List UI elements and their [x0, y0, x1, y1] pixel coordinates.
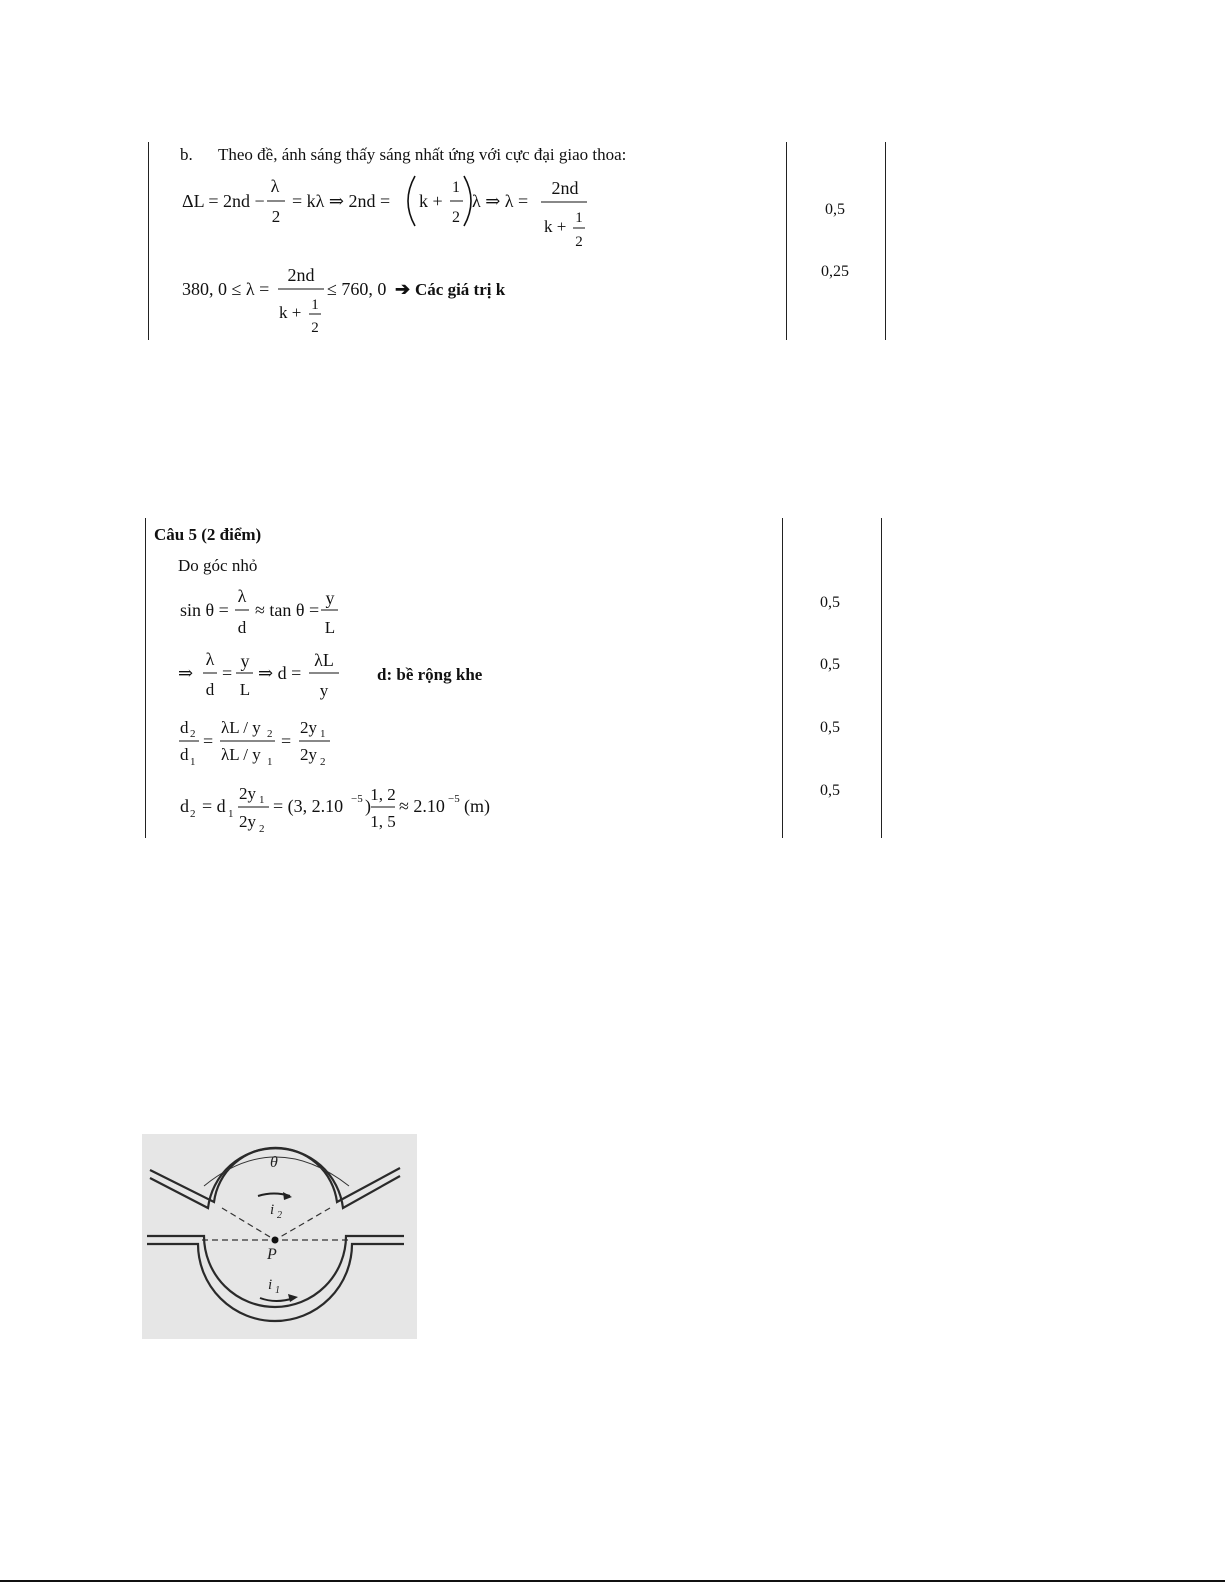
b2eq2-y2: y	[319, 681, 329, 700]
b2eq3-num-mid-sub: 2	[267, 728, 273, 740]
b2eq2-note: d: bề rộng khe	[377, 665, 483, 684]
block1-score-1: 0,5	[825, 201, 845, 218]
b2eq3-den-right-sub: 2	[320, 756, 326, 768]
b2eq1-L: L	[324, 618, 336, 637]
block1-middle-border	[786, 142, 787, 340]
b2eq1-approx-tan: ≈ tan θ =	[255, 600, 320, 620]
b2eq3-d2: d	[180, 718, 189, 737]
b2eq2-eq: =	[222, 663, 233, 683]
b2eq3-num-mid: λL / y	[221, 718, 261, 737]
eq1-lambda: λ	[270, 176, 280, 196]
block2-middle-border	[782, 518, 783, 838]
block2-left-border	[145, 518, 146, 838]
eq2-bold-label: Các giá trị k	[415, 280, 506, 299]
b2eq3-eq2: =	[281, 731, 292, 751]
page-bottom-rule	[0, 1580, 1225, 1582]
b2eq2-d: d	[205, 680, 215, 699]
i1-label: i	[268, 1277, 273, 1293]
eq2-den-one: 1	[311, 297, 319, 313]
eq2-arrow: ➔	[395, 279, 411, 299]
block2-equation-4	[175, 776, 515, 840]
b2eq3-eq1: =	[203, 731, 214, 751]
b2eq1-d: d	[237, 618, 247, 637]
block2-score-4: 0,5	[820, 782, 840, 799]
b2eq3-num-right-sub: 1	[320, 728, 326, 740]
b2eq2-lambdaL: λL	[314, 650, 334, 670]
i2-sub: 2	[277, 1210, 282, 1221]
i1-arrow	[260, 1298, 294, 1301]
b2eq3-d1: d	[180, 745, 189, 764]
b2eq4-result: ≈ 2.10	[399, 796, 445, 816]
b2eq4-f2-num: 1, 2	[370, 785, 396, 804]
b2eq4-frac-num: 2y	[239, 784, 256, 803]
eq1-k-lambda: = kλ ⇒ 2nd =	[292, 191, 391, 211]
block2-title: Câu 5 (2 điểm)	[154, 525, 262, 544]
b2eq3-den-mid: λL / y	[221, 745, 261, 764]
b2eq2-lambda: λ	[205, 649, 215, 669]
b2eq2-implies: ⇒	[178, 663, 194, 683]
block1-score-2: 0,25	[821, 263, 849, 280]
block2-equation-3	[175, 708, 355, 772]
b2eq2-implies-d: ⇒ d =	[258, 663, 302, 683]
b2eq4-middle: = (3, 2.10	[273, 796, 344, 816]
b2eq1-lambda: λ	[237, 586, 247, 606]
b2eq4-exp2: −5	[448, 793, 460, 805]
b2eq3-sub2: 2	[190, 728, 196, 740]
b2eq4-frac-den: 2y	[239, 812, 256, 831]
block2-equation-2	[175, 646, 515, 702]
b2eq1-sin: sin θ =	[180, 600, 229, 620]
b2eq4-sub2: 2	[190, 808, 196, 820]
b2eq4-frac-den-sub: 2	[259, 823, 265, 835]
eq1-two: 2	[271, 207, 281, 226]
block2-score-1: 0,5	[820, 594, 840, 611]
b2eq4-eq-d1: = d	[202, 796, 226, 816]
eq2-right: ≤ 760, 0	[327, 279, 387, 299]
b2eq4-frac-num-sub: 1	[259, 794, 265, 806]
b2eq3-num-right: 2y	[300, 718, 317, 737]
block2-equation-1	[175, 583, 355, 639]
b2eq4-f2-den: 1, 5	[370, 812, 396, 831]
eq1-den-two: 2	[575, 234, 583, 250]
block1-item-label: b.	[180, 145, 193, 164]
b2eq2-y: y	[240, 651, 250, 671]
eq2-num-2nd: 2nd	[287, 265, 315, 285]
eq1-after-paren: λ ⇒ λ =	[472, 191, 529, 211]
i2-label: i	[270, 1202, 275, 1218]
i1-sub: 1	[275, 1285, 280, 1296]
eq1-delta-l: ΔL = 2nd −	[182, 191, 265, 211]
b2eq4-exp: −5	[351, 793, 363, 805]
eq1-den-one: 1	[575, 210, 583, 226]
b2eq1-y: y	[325, 588, 335, 608]
eq2-den-two: 2	[311, 320, 319, 336]
block1-left-border	[148, 142, 149, 340]
b2eq4-lhs: d	[180, 796, 189, 816]
b2eq3-den-mid-sub: 1	[267, 756, 273, 768]
circuit-diagram	[142, 1134, 417, 1339]
b2eq4-unit: (m)	[464, 796, 490, 816]
b2eq2-L: L	[239, 680, 251, 699]
eq2-left: 380, 0 ≤ λ =	[182, 279, 270, 299]
b2eq3-sub1: 1	[190, 756, 196, 768]
eq1-den-k-plus: k +	[544, 217, 567, 236]
eq1-num-2nd: 2nd	[551, 178, 579, 198]
block2-intro: Do góc nhỏ	[178, 556, 258, 575]
eq1-half-den: 2	[452, 209, 460, 226]
theta-label: θ	[270, 1154, 278, 1171]
block1-equation-1	[175, 170, 605, 255]
eq1-k-plus: k +	[419, 191, 443, 211]
b2eq4-sub1: 1	[228, 808, 234, 820]
b2eq4-close: )	[365, 796, 371, 816]
block2-score-3: 0,5	[820, 719, 840, 736]
block1-right-border	[885, 142, 886, 340]
block1-intro: Theo đề, ánh sáng thấy sáng nhất ứng với cực đại giao thoa:	[218, 145, 627, 164]
block2-right-border	[881, 518, 882, 838]
circuit-figure	[142, 1134, 417, 1339]
p-label: P	[267, 1246, 277, 1263]
eq2-den-k-plus: k +	[279, 303, 302, 322]
point-p	[272, 1237, 279, 1244]
eq1-half-num: 1	[452, 179, 460, 196]
block2-score-2: 0,5	[820, 656, 840, 673]
block1-equation-2	[175, 262, 535, 340]
b2eq3-den-right: 2y	[300, 745, 317, 764]
